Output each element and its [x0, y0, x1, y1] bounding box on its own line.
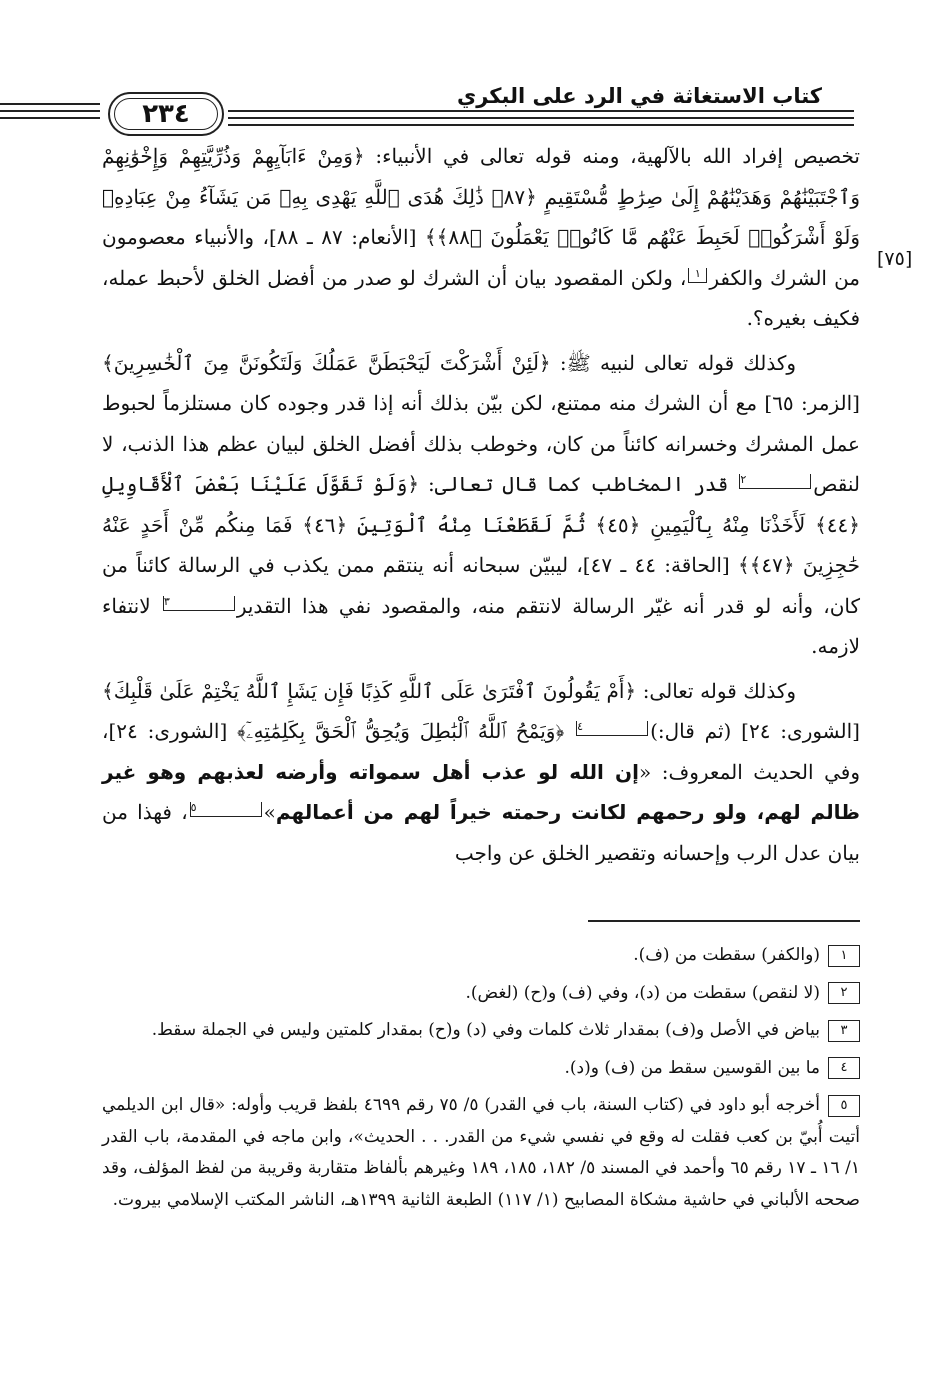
quran-quote: ﴿وَمِنْ ءَابَآيِهِمْ وَذُرِّيَّتِهِمْ وَإِخْوَٰنِهِمْ وَٱجْتَبَيْنَٰهُمْ وَهَدَيْنَٰهُمْ إِلَىٰ صِرَٰطٍ مُّسْتَقِيمٍ ﴿٨٧﴾ ذَٰلِكَ هُدَى ٱللَّهِ يَهْدِى بِهِۦ مَن يَشَآءُ مِنْ عِبَادِهِۦ وَلَوْ أَشْرَكُوا۟ لَحَبِطَ عَنْهُم مَّا كَانُوا۟ يَعْمَلُونَ ﴿٨٨﴾﴾	[102, 144, 861, 249]
footnote-marker[interactable]: ١	[688, 268, 707, 283]
text-run: قدر المخاطب كما قال تعالى:	[419, 472, 738, 496]
header-rule	[228, 110, 854, 112]
footnote-marker[interactable]: ٥	[190, 802, 262, 817]
text-run: [الزمر: ٦٥] مع أن الشرك منه ممتنع، لكن بيّن بذلك أنه إذا قدر وجوده كان مستلزماً لحبوط عمل المشرك وخسرانه كائناً من كان، وخوطب بذلك أفضل الخلق لبيان عظم هذا الذنب، لا لنقص	[102, 391, 860, 496]
footnote	[102, 978, 860, 1010]
text-run: [الشورى: ٢٤]، وفي الحديث المعروف: «	[102, 719, 860, 784]
margin-reference: [٧٥]	[877, 248, 913, 270]
footnote-marker[interactable]: ٢	[739, 474, 811, 489]
footnote	[102, 940, 860, 972]
footnote-number: ٤	[828, 1057, 860, 1079]
footnote-text: أخرجه أبو داود في (كتاب السنة، باب في القدر) ٥/ ٧٥ رقم ٤٦٩٩ بلفظ قريب وأوله: «قال ابن الديلمي أتيت أُبيّ بن كعب فقلت له وقع في نفسي شيء من القدر. . . الحديث»، وابن ماجه في المقدمة، باب القدر ١/ ١٦ ـ ١٧ رقم ٦٥ وأحمد في المسند ٥/ ١٨٢، ١٨٥، ١٨٩ وغيرهم بألفاظ متقاربة وقريبة من لفظ المؤلف، وقد صححه الألباني في حاشية مشكاة المصابيح (١/ ١١٧) الطبعة الثانية ١٣٩٩هـ، الناشر المكتب الإسلامي بيروت.	[102, 1095, 861, 1210]
text-run: وكذلك قوله تعالى:	[636, 678, 797, 703]
paragraph	[102, 136, 860, 339]
header-rule	[0, 110, 100, 112]
footnote-text: (والكفر) سقطت من (ف).	[633, 945, 820, 965]
text-run: تخصيص إفراد الله بالآلهية، ومنه قوله تعالى في الأنبياء:	[364, 144, 860, 168]
header-rule	[228, 117, 854, 119]
quran-quote: ﴿لَئِنْ أَشْرَكْتَ لَيَحْبَطَنَّ عَمَلُكَ وَلَتَكُونَنَّ مِنَ ٱلْخَٰسِرِينَ﴾	[102, 350, 551, 375]
text-run: [الأنعام: ٨٧ ـ ٨٨]، والأنبياء معصومون من الشرك والكفر	[102, 225, 861, 290]
text-run: لانتفاء لازمه.	[102, 593, 860, 658]
text-run: ، ولكن المقصود بيان أن الشرك لو صدر من أفضل الخلق لأحبط عمله، فكيف بغيره؟.	[102, 265, 860, 330]
footnote	[102, 1015, 860, 1047]
page-number-badge	[108, 92, 224, 136]
header-rule	[0, 117, 100, 119]
footnote	[102, 1090, 860, 1216]
footnote-number: ٣	[828, 1020, 860, 1042]
quran-quote: ﴿وَلَوْ تَقَوَّلَ عَلَيْنَا بَعْضَ ٱلْأَقَاوِيلِ ﴿٤٤﴾ لَأَخَذْنَا مِنْهُ بِٱلْيَمِينِ ﴿٤٥﴾ ثُمَّ لَقَطَعْنَا مِنْهُ ٱلْوَتِينَ ﴿٤٦﴾ فَمَا مِنكُم مِّنْ أَحَدٍ عَنْهُ حَٰجِزِينَ ﴿٤٧﴾﴾	[102, 472, 860, 577]
footnote-marker[interactable]: ٤	[576, 721, 648, 736]
footnote-marker[interactable]: ٣	[163, 596, 235, 611]
footnote	[102, 1053, 860, 1085]
footnote-text: بياض في الأصل و(ف) بمقدار ثلاث كلمات وفي (د) و(ح) بمقدار كلمتين وليس في الجملة سقط.	[151, 1020, 820, 1040]
text-run: ، فهذا من بيان عدل الرب وإحسانه وتقصير الخلق عن واجب	[102, 800, 860, 865]
footnote-number: ١	[828, 945, 860, 967]
text-run: وكذلك قوله تعالى لنبيه ﷺ:	[550, 350, 797, 375]
footnote-number: ٢	[828, 982, 860, 1004]
main-text	[102, 136, 860, 873]
running-title: كتاب الاستغاثة في الرد على البكري	[456, 84, 822, 108]
header-rule	[0, 103, 100, 105]
page-number: ٢٣٤	[142, 99, 190, 129]
footnotes	[102, 940, 860, 1222]
quran-quote: ﴿أَمْ يَقُولُونَ ٱفْتَرَىٰ عَلَى ٱللَّهِ كَذِبًا فَإِن يَشَإِ ٱللَّهُ يَخْتِمْ عَلَىٰ قَلْبِكَ﴾	[102, 678, 637, 703]
quran-quote: ﴿وَيَمْحُ ٱللَّهُ ٱلْبَٰطِلَ وَيُحِقُّ ٱلْحَقَّ بِكَلِمَٰتِهِۦٓ﴾	[237, 719, 575, 743]
footnote-text: (لا لنقص) سقطت من (د)، وفي (ف) و(ح) (لغض).	[465, 982, 820, 1003]
hadith-text: إن الله لو عذب أهل سمواته وأرضه لعذبهم وهو غير ظالم لهم، ولو رحمهم لكانت رحمته خيراً لهم من أعمالهم	[102, 759, 860, 824]
text-run: »	[263, 800, 276, 824]
text-run: [الشورى: ٢٤] (ثم قال:)	[650, 719, 860, 743]
footnote-text: ما بين القوسين سقط من (ف) و(د).	[564, 1057, 820, 1078]
footnote-number: ٥	[828, 1095, 860, 1117]
footnote-separator	[588, 920, 860, 922]
header-rule	[228, 124, 854, 126]
paragraph	[102, 343, 860, 667]
text-run: [الحاقة: ٤٤ ـ ٤٧]، ليبيّن سبحانه أنه ينتقم ممن يكذب في الرسالة كائناً من كان، وأنه لو قدر أنه غيّر الرسالة لانتقم منه، والمقصود نفي هذا التقدير	[102, 553, 861, 618]
paragraph	[102, 671, 860, 874]
